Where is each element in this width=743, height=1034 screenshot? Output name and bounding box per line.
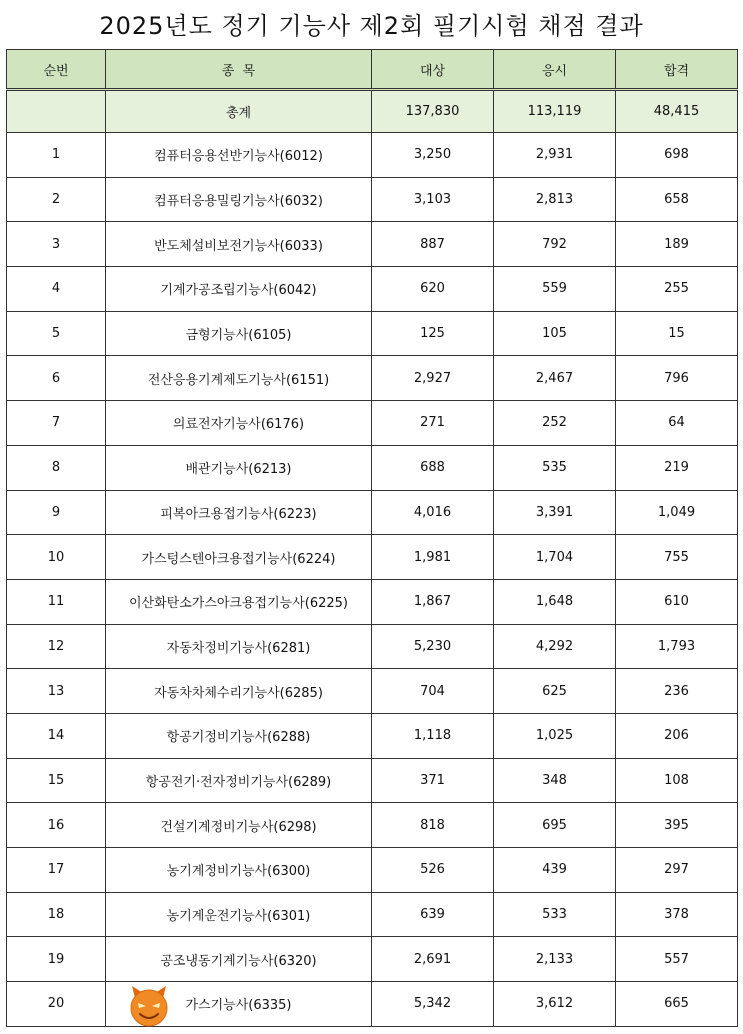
total-row (7, 90, 738, 133)
table-row (7, 222, 738, 267)
row-number: 15 (7, 758, 106, 803)
row-name (106, 669, 372, 714)
row-applied: 3,612 (494, 982, 616, 1027)
row-applied: 348 (494, 758, 616, 803)
row-passed: 658 (616, 177, 738, 222)
row-name-text: 건설기계정비기능사(6298) (160, 819, 317, 835)
row-passed: 665 (616, 982, 738, 1027)
table-row (7, 937, 738, 982)
row-name (106, 624, 372, 669)
row-number: 13 (7, 669, 106, 714)
row-target: 704 (372, 669, 494, 714)
row-number: 16 (7, 803, 106, 848)
row-passed: 1,793 (616, 624, 738, 669)
row-name (106, 311, 372, 356)
row-applied: 625 (494, 669, 616, 714)
total-applied: 113,119 (494, 90, 616, 133)
table-row (7, 982, 738, 1027)
row-applied: 535 (494, 445, 616, 490)
row-name-text: 항공기정비기능사(6288) (166, 730, 311, 746)
row-number: 14 (7, 713, 106, 758)
table-row (7, 133, 738, 178)
row-name-text: 농기계운전기능사(6301) (166, 909, 311, 925)
row-number: 2 (7, 177, 106, 222)
row-name-text: 피복아크용접기능사(6223) (160, 506, 317, 522)
row-name-text: 농기계정비기능사(6300) (166, 864, 311, 880)
row-applied: 1,648 (494, 579, 616, 624)
table-row (7, 445, 738, 490)
row-applied: 3,391 (494, 490, 616, 535)
row-applied: 2,467 (494, 356, 616, 401)
row-name-text: 가스텅스텐아크용접기능사(6224) (141, 551, 336, 567)
row-applied: 4,292 (494, 624, 616, 669)
row-target: 125 (372, 311, 494, 356)
row-name (106, 445, 372, 490)
row-number: 6 (7, 356, 106, 401)
row-passed: 64 (616, 401, 738, 446)
table-row (7, 356, 738, 401)
header-row (7, 50, 738, 90)
row-passed: 698 (616, 133, 738, 178)
table-row (7, 579, 738, 624)
total-label: 총계 (106, 90, 372, 133)
row-applied: 439 (494, 848, 616, 893)
header-name: 종 목 (106, 50, 372, 90)
row-target: 5,342 (372, 982, 494, 1027)
row-name (106, 490, 372, 535)
row-name-text: 항공전기·전자정비기능사(6289) (145, 774, 332, 790)
table-row (7, 758, 738, 803)
table-row (7, 490, 738, 535)
row-target: 620 (372, 267, 494, 312)
total-passed: 48,415 (616, 90, 738, 133)
row-name-text: 가스기능사(6335) (185, 998, 292, 1014)
devil-emoji-icon (126, 982, 172, 1028)
row-target: 3,103 (372, 177, 494, 222)
row-name (106, 401, 372, 446)
row-number: 18 (7, 892, 106, 937)
table-row (7, 267, 738, 312)
row-target: 1,118 (372, 713, 494, 758)
row-number: 11 (7, 579, 106, 624)
row-name-text: 자동차정비기능사(6281) (166, 640, 311, 656)
row-number: 3 (7, 222, 106, 267)
row-applied: 2,813 (494, 177, 616, 222)
row-name-text: 이산화탄소가스아크용접기능사(6225) (128, 596, 349, 612)
row-number: 20 (7, 982, 106, 1027)
row-target: 5,230 (372, 624, 494, 669)
row-number: 1 (7, 133, 106, 178)
row-number: 8 (7, 445, 106, 490)
row-name-text: 금형기능사(6105) (185, 328, 292, 344)
row-passed: 297 (616, 848, 738, 893)
row-name-text: 공조냉동기계기능사(6320) (160, 953, 317, 969)
row-target: 526 (372, 848, 494, 893)
row-number: 9 (7, 490, 106, 535)
row-name (106, 758, 372, 803)
table-row (7, 713, 738, 758)
row-target: 271 (372, 401, 494, 446)
table-row (7, 803, 738, 848)
row-applied: 1,025 (494, 713, 616, 758)
row-passed: 206 (616, 713, 738, 758)
row-passed: 755 (616, 535, 738, 580)
row-target: 2,691 (372, 937, 494, 982)
row-number: 10 (7, 535, 106, 580)
row-applied: 533 (494, 892, 616, 937)
table-row (7, 892, 738, 937)
row-name (106, 222, 372, 267)
results-table (6, 49, 738, 1027)
row-name (106, 848, 372, 893)
row-name (106, 356, 372, 401)
row-name-text: 컴퓨터응용밀링기능사(6032) (154, 194, 323, 210)
row-name-text: 컴퓨터응용선반기능사(6012) (154, 149, 323, 165)
row-target: 3,250 (372, 133, 494, 178)
row-name (106, 133, 372, 178)
row-name-text: 반도체설비보전기능사(6033) (154, 238, 323, 254)
row-target: 2,927 (372, 356, 494, 401)
row-name-text: 기계가공조립기능사(6042) (160, 283, 317, 299)
row-passed: 255 (616, 267, 738, 312)
row-passed: 189 (616, 222, 738, 267)
row-name (106, 892, 372, 937)
row-target: 818 (372, 803, 494, 848)
row-name (106, 982, 372, 1027)
row-target: 887 (372, 222, 494, 267)
total-no-cell (7, 90, 106, 133)
row-number: 5 (7, 311, 106, 356)
row-name-text: 자동차차체수리기능사(6285) (154, 685, 323, 701)
row-name (106, 535, 372, 580)
header-passed: 합격 (616, 50, 738, 90)
row-passed: 15 (616, 311, 738, 356)
row-name (106, 267, 372, 312)
row-name-text: 배관기능사(6213) (185, 462, 292, 478)
row-number: 4 (7, 267, 106, 312)
row-target: 4,016 (372, 490, 494, 535)
row-target: 371 (372, 758, 494, 803)
row-number: 19 (7, 937, 106, 982)
header-target: 대상 (372, 50, 494, 90)
row-applied: 105 (494, 311, 616, 356)
page-title: 2025년도 정기 기능사 제2회 필기시험 채점 결과 (99, 12, 644, 40)
row-applied: 2,931 (494, 133, 616, 178)
total-target: 137,830 (372, 90, 494, 133)
row-name (106, 713, 372, 758)
row-applied: 559 (494, 267, 616, 312)
table-row (7, 848, 738, 893)
row-number: 17 (7, 848, 106, 893)
table-row (7, 401, 738, 446)
table-row (7, 624, 738, 669)
row-target: 639 (372, 892, 494, 937)
row-applied: 695 (494, 803, 616, 848)
row-passed: 108 (616, 758, 738, 803)
row-passed: 219 (616, 445, 738, 490)
row-passed: 236 (616, 669, 738, 714)
table-row (7, 177, 738, 222)
row-applied: 792 (494, 222, 616, 267)
row-number: 12 (7, 624, 106, 669)
row-applied: 2,133 (494, 937, 616, 982)
row-passed: 796 (616, 356, 738, 401)
row-name (106, 177, 372, 222)
row-passed: 1,049 (616, 490, 738, 535)
row-passed: 557 (616, 937, 738, 982)
row-applied: 252 (494, 401, 616, 446)
row-name-text: 의료전자기능사(6176) (172, 417, 305, 433)
row-passed: 395 (616, 803, 738, 848)
row-passed: 610 (616, 579, 738, 624)
row-applied: 1,704 (494, 535, 616, 580)
row-target: 1,981 (372, 535, 494, 580)
header-no: 순번 (7, 50, 106, 90)
row-name (106, 937, 372, 982)
row-name-text: 전산응용기계제도기능사(6151) (147, 372, 330, 388)
row-target: 688 (372, 445, 494, 490)
table-row (7, 535, 738, 580)
row-name (106, 579, 372, 624)
header-applied: 응시 (494, 50, 616, 90)
row-target: 1,867 (372, 579, 494, 624)
row-number: 7 (7, 401, 106, 446)
table-row (7, 669, 738, 714)
table-row (7, 311, 738, 356)
row-passed: 378 (616, 892, 738, 937)
row-name (106, 803, 372, 848)
